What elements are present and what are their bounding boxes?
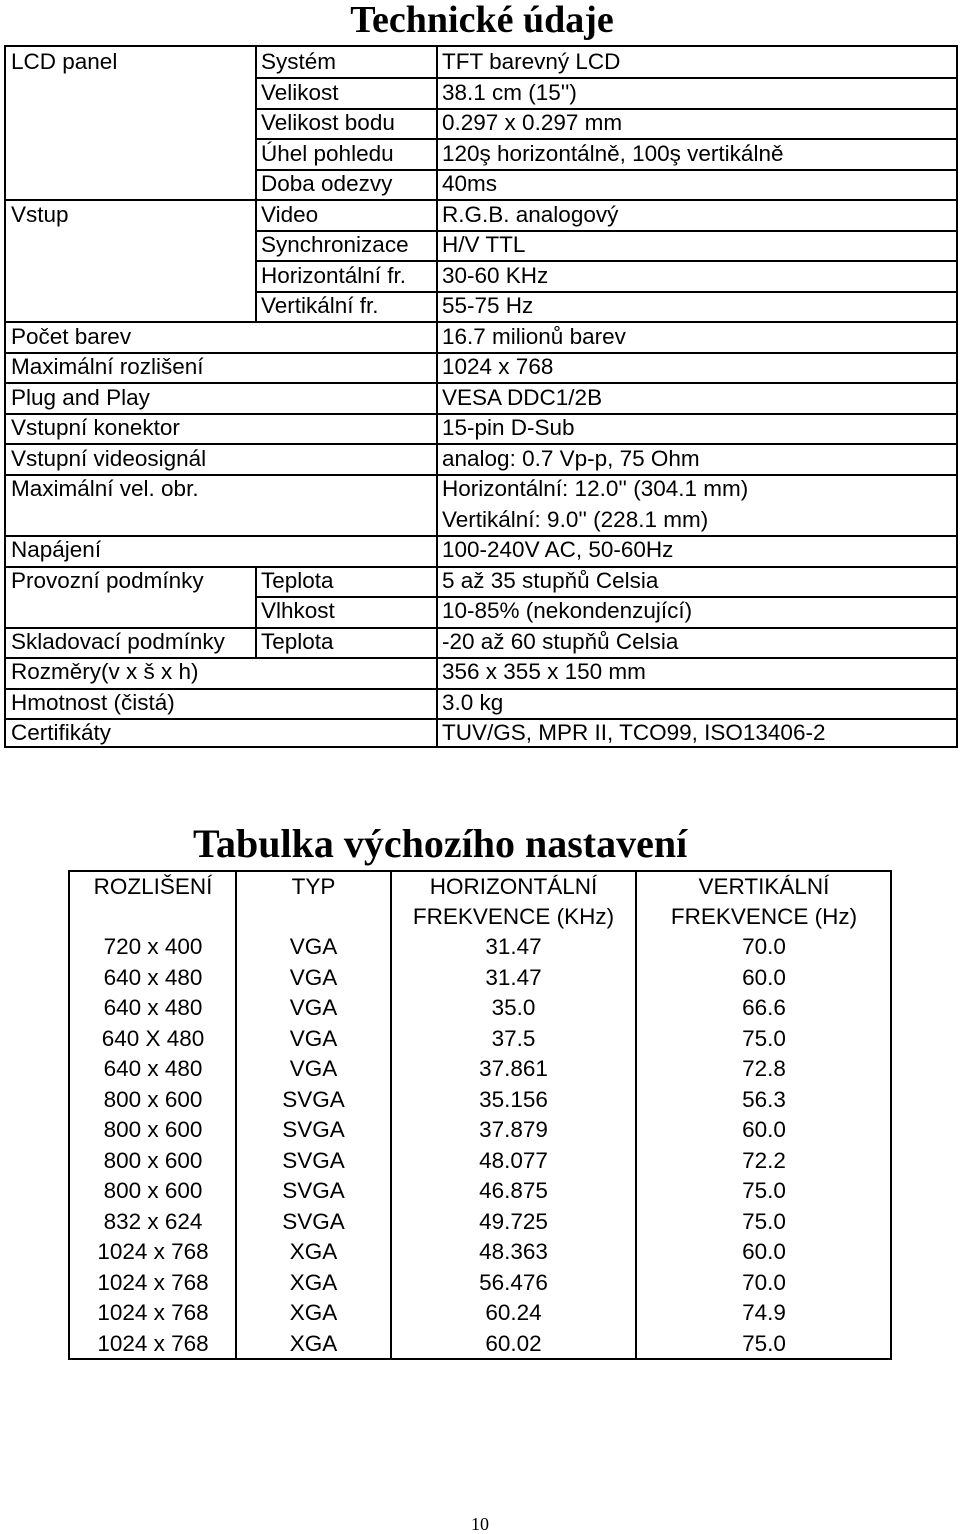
- spec-value: H/V TTL: [442, 232, 526, 257]
- column-divider: [390, 872, 392, 1358]
- spec-category: Provozní podmínky: [11, 567, 204, 593]
- type-cell: VGA: [289, 995, 338, 1020]
- spec-row: [6, 200, 956, 231]
- spec-category: Vstupní videosignál: [11, 445, 207, 471]
- spec-value: 10-85% (nekondenzující): [442, 598, 693, 623]
- grid-line: [255, 77, 956, 79]
- defaults-table: [68, 870, 892, 1360]
- header-vertical-frequency: [636, 872, 892, 932]
- spec-value: 38.1 cm (15''): [442, 79, 577, 105]
- type-cell: SVGA: [282, 1178, 345, 1203]
- type-cell: XGA: [289, 1269, 338, 1295]
- type-cell: VGA: [289, 1025, 338, 1051]
- type-cell: SVGA: [282, 1147, 345, 1173]
- spec-parameter: Systém: [261, 49, 337, 74]
- spec-row: [6, 627, 956, 658]
- spec-value: TFT barevný LCD: [442, 49, 621, 74]
- type-cell: VGA: [289, 964, 338, 990]
- resolution-cell: 640 x 480: [103, 1056, 203, 1081]
- resolution-cell: 1024 x 768: [97, 1300, 209, 1325]
- spec-category: Hmotnost (čistá): [11, 689, 175, 715]
- spec-value: 30-60 KHz: [442, 262, 549, 288]
- grid-line: [6, 199, 956, 201]
- spec-value: analog: 0.7 Vp-p, 75 Ohm: [442, 445, 700, 471]
- spec-row: [6, 108, 956, 139]
- page-title: Technické údaje: [350, 0, 614, 41]
- horizontal-frequency-cell: 49.725: [479, 1208, 548, 1234]
- vertical-frequency-cell: 60.0: [742, 1239, 786, 1264]
- spec-value: -20 až 60 stupňů Celsia: [442, 628, 679, 654]
- spec-value: 40ms: [442, 171, 498, 196]
- type-cell: XGA: [289, 1300, 338, 1325]
- spec-category: Napájení: [11, 537, 102, 562]
- spec-value: 120ş horizontálně, 100ş vertikálně: [442, 140, 784, 166]
- header-horizontal-line1: HORIZONTÁLNÍ: [429, 874, 598, 899]
- horizontal-frequency-cell: 48.077: [479, 1147, 548, 1173]
- spec-row: [6, 413, 956, 444]
- spec-value: 15-pin D-Sub: [442, 415, 575, 440]
- horizontal-frequency-cell: 60.24: [485, 1300, 542, 1325]
- resolution-cell: 800 x 600: [103, 1086, 203, 1112]
- grid-line: [436, 47, 438, 322]
- spec-row: [6, 505, 956, 536]
- spec-category: Plug and Play: [11, 384, 150, 410]
- spec-parameter: Horizontální fr.: [261, 262, 407, 288]
- spec-parameter: Vlhkost: [261, 598, 335, 623]
- spec-value: 100-240V AC, 50-60Hz: [442, 537, 674, 562]
- vertical-frequency-cell: 75.0: [742, 1178, 786, 1203]
- spec-row: [6, 291, 956, 322]
- header-horizontal-frequency: [391, 872, 636, 932]
- vertical-frequency-cell: 56.3: [742, 1086, 786, 1112]
- spec-parameter: Velikost: [261, 79, 339, 105]
- spec-value: 16.7 milionů barev: [442, 323, 626, 349]
- spec-row: [6, 78, 956, 109]
- column-divider: [235, 872, 237, 1358]
- spec-parameter: Synchronizace: [261, 232, 409, 257]
- spec-parameter: Velikost bodu: [261, 110, 395, 135]
- spec-value: 356 x 355 x 150 mm: [442, 659, 646, 684]
- spec-category: Maximální vel. obr.: [11, 476, 199, 501]
- spec-category: Certifikáty: [11, 720, 112, 745]
- resolution-cell: 800 x 600: [103, 1178, 203, 1203]
- grid-line: [6, 627, 956, 629]
- spec-parameter: Video: [261, 201, 319, 227]
- spec-row: [6, 535, 956, 566]
- grid-line: [6, 443, 956, 445]
- header-resolution: ROZLIŠENÍ: [93, 874, 213, 899]
- spec-value: 0.297 x 0.297 mm: [442, 110, 623, 135]
- spec-row: [6, 352, 956, 383]
- grid-line: [6, 657, 956, 659]
- vertical-frequency-cell: 75.0: [742, 1208, 786, 1234]
- grid-line: [6, 474, 956, 476]
- horizontal-frequency-cell: 46.875: [479, 1178, 548, 1203]
- header-horizontal-line2: FREKVENCE (KHz): [412, 904, 615, 929]
- resolution-cell: 832 x 624: [103, 1208, 203, 1234]
- page-number: 10: [471, 1514, 489, 1534]
- vertical-frequency-cell: 72.8: [742, 1056, 786, 1081]
- header-vertical-line1: VERTIKÁLNÍ: [698, 874, 830, 899]
- grid-line: [6, 413, 956, 415]
- spec-value: Vertikální: 9.0'' (228.1 mm): [442, 506, 709, 532]
- spec-row: [6, 566, 956, 597]
- spec-row: [6, 383, 956, 414]
- grid-line: [255, 138, 956, 140]
- spec-parameter: Teplota: [261, 567, 334, 593]
- spec-category: Rozměry(v x š x h): [11, 659, 199, 684]
- spec-value: 1024 x 768: [442, 354, 554, 379]
- spec-row: [6, 718, 956, 749]
- horizontal-frequency-cell: 35.0: [491, 995, 536, 1020]
- resolution-cell: 800 x 600: [103, 1117, 203, 1142]
- spec-row: [6, 657, 956, 688]
- grid-line: [6, 688, 956, 690]
- type-cell: XGA: [289, 1330, 338, 1356]
- vertical-frequency-cell: 70.0: [742, 1269, 786, 1295]
- vertical-frequency-cell: 75.0: [742, 1330, 786, 1356]
- header-vertical-line2: FREKVENCE (Hz): [670, 904, 858, 929]
- spec-row: [6, 139, 956, 170]
- grid-line: [255, 260, 956, 262]
- type-cell: SVGA: [282, 1086, 345, 1112]
- spec-value: 55-75 Hz: [442, 293, 534, 318]
- spec-category: Skladovací podmínky: [11, 628, 225, 654]
- grid-line: [255, 230, 956, 232]
- spec-row: [6, 474, 956, 505]
- spec-category: Počet barev: [11, 323, 132, 349]
- horizontal-frequency-cell: 37.879: [479, 1117, 548, 1142]
- spec-value: R.G.B. analogový: [442, 201, 619, 227]
- type-cell: XGA: [289, 1239, 338, 1264]
- grid-line: [6, 382, 956, 384]
- grid-line: [255, 169, 956, 171]
- type-cell: VGA: [289, 1056, 338, 1081]
- horizontal-frequency-cell: 35.156: [479, 1086, 548, 1112]
- grid-line: [6, 718, 956, 720]
- resolution-cell: 800 x 600: [103, 1147, 203, 1173]
- resolution-cell: 640 X 480: [101, 1025, 205, 1051]
- spec-value: Horizontální: 12.0'' (304.1 mm): [442, 476, 749, 501]
- horizontal-frequency-cell: 48.363: [479, 1239, 548, 1264]
- spec-category: Vstup: [11, 201, 69, 227]
- type-cell: VGA: [289, 934, 338, 959]
- resolution-cell: 1024 x 768: [97, 1239, 209, 1264]
- spec-table: [4, 45, 958, 748]
- spec-parameter: Úhel pohledu: [261, 140, 394, 166]
- spec-row: [6, 688, 956, 719]
- resolution-cell: 640 x 480: [103, 964, 203, 990]
- type-cell: SVGA: [282, 1117, 345, 1142]
- spec-row: [6, 444, 956, 475]
- spec-row: [6, 230, 956, 261]
- grid-line: [6, 566, 956, 568]
- horizontal-frequency-cell: 60.02: [485, 1330, 542, 1356]
- horizontal-frequency-cell: 37.5: [491, 1025, 536, 1051]
- grid-line: [6, 321, 956, 323]
- spec-value: 5 až 35 stupňů Celsia: [442, 567, 659, 593]
- spec-parameter: Doba odezvy: [261, 171, 393, 196]
- grid-line: [255, 108, 956, 110]
- horizontal-frequency-cell: 56.476: [479, 1269, 548, 1295]
- spec-row: [6, 322, 956, 353]
- type-cell: SVGA: [282, 1208, 345, 1234]
- resolution-cell: 1024 x 768: [97, 1330, 209, 1356]
- grid-line: [255, 291, 956, 293]
- spec-row: [6, 261, 956, 292]
- horizontal-frequency-cell: 31.47: [485, 934, 542, 959]
- grid-line: [255, 566, 257, 658]
- spec-row: [6, 169, 956, 200]
- spec-value: VESA DDC1/2B: [442, 384, 603, 410]
- spec-row: [6, 47, 956, 78]
- resolution-cell: 720 x 400: [103, 934, 203, 959]
- spec-parameter: Vertikální fr.: [261, 293, 379, 318]
- defaults-table-title: Tabulka výchozího nastavení: [193, 821, 688, 866]
- grid-line: [6, 535, 956, 537]
- header-type: TYP: [291, 874, 336, 899]
- spec-category: Vstupní konektor: [11, 415, 180, 440]
- spec-parameter: Teplota: [261, 628, 334, 654]
- vertical-frequency-cell: 74.9: [742, 1300, 786, 1325]
- spec-value: TUV/GS, MPR II, TCO99, ISO13406-2: [442, 720, 826, 745]
- vertical-frequency-cell: 70.0: [742, 934, 786, 959]
- grid-line: [255, 596, 956, 598]
- horizontal-frequency-cell: 31.47: [485, 964, 542, 990]
- vertical-frequency-cell: 60.0: [742, 1117, 786, 1142]
- spec-value: 3.0 kg: [442, 689, 504, 715]
- spec-category: LCD panel: [11, 49, 118, 74]
- grid-line: [6, 352, 956, 354]
- horizontal-frequency-cell: 37.861: [479, 1056, 548, 1081]
- spec-category: Maximální rozlišení: [11, 354, 204, 379]
- resolution-cell: 1024 x 768: [97, 1269, 209, 1295]
- spec-row: [6, 596, 956, 627]
- vertical-frequency-cell: 72.2: [742, 1147, 786, 1173]
- vertical-frequency-cell: 66.6: [742, 995, 786, 1020]
- column-divider: [635, 872, 637, 1358]
- grid-line: [255, 47, 257, 322]
- resolution-cell: 640 x 480: [103, 995, 203, 1020]
- vertical-frequency-cell: 75.0: [742, 1025, 786, 1051]
- vertical-frequency-cell: 60.0: [742, 964, 786, 990]
